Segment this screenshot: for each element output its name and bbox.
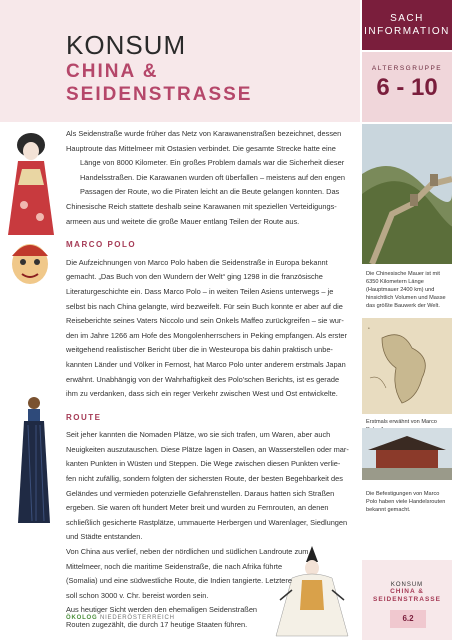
great-wall-photo xyxy=(362,124,452,264)
marco-polo-line: Reiseberichte seines Vaters Niccolo und sein Onkels Maffeo zurückgreifen – sie wur- xyxy=(66,316,344,326)
marco-polo-line: gemacht. „Das Buch von den Wundern der Welt“ ging 1298 in die französische xyxy=(66,272,323,282)
title-line-seidenstrasse: SEIDENSTRASSE xyxy=(66,84,253,105)
age-group-value: 6 - 10 xyxy=(376,74,438,101)
marco-polo-line: Literaturgeschichte ein. Dass Marco Polo – in weiten Teilen Asiens unterwegs – je xyxy=(66,286,334,296)
brand-footer xyxy=(66,615,175,621)
heading-route: ROUTE xyxy=(66,412,102,422)
heading-marco-polo: MARCO POLO xyxy=(66,240,137,250)
route-line: schließlich gesicherte Rastplätze, ummauerte Herbergen und Warenlager, Siedlungen xyxy=(66,517,348,527)
route-line: Neuigkeiten auszutauschen. Diese Plätze lagen in Oasen, an Wasserstellen oder mar- xyxy=(66,444,349,454)
age-group-badge xyxy=(362,52,452,122)
footer-konsum: KONSUM xyxy=(390,582,424,588)
sach-information-badge xyxy=(362,0,452,50)
intro-line: armeen aus und weitete die große Mauer entlang Teilen der Route aus. xyxy=(66,216,300,226)
route-line: (Somalia) und eine südwestliche Route, die Indien tangierte. Letztere xyxy=(66,576,292,586)
marco-polo-line: ihm zu verdanken, dass sich ein reger Verkehr zwischen West und Ost entwickelte. xyxy=(66,389,338,399)
route-line: soll schon 3000 v. Chr. bereist worden sein. xyxy=(66,590,209,600)
information-label: INFORMATION xyxy=(364,26,450,37)
route-line: Geländes und vermieden potenzielle Gefahrenstellen. Daraus hatten sich Straßen xyxy=(66,488,335,498)
marco-polo-line: den im Jahre 1266 am Hofe des Mongolenherrschers in Peking empfangen. Als erster xyxy=(66,330,347,340)
geisha-illustration xyxy=(0,125,62,240)
intro-line: Als Seidenstraße wurde früher das Netz von Karawanenstraßen bezeichnet, dessen xyxy=(66,129,342,138)
marco-polo-line: weitgehend realistischer Bericht über die in Westeuropa bis dahin praktisch unbe- xyxy=(66,345,333,355)
intro-line: Passagen der Route, wo die Piraten leicht an die Beute gelangen konnten. Das xyxy=(80,187,340,197)
intro-line: Länge von 8000 Kilometer. Ein großes Problem damals war die Sicherheit dieser xyxy=(80,158,345,168)
footer-china: CHINA & xyxy=(390,588,424,595)
route-line: fen nicht zufällig, sondern folgten der sichersten Route, der besten Begehbarkeit des xyxy=(66,474,343,484)
japan-map-image xyxy=(362,318,452,414)
oekolog-logo: ÖKOLOG xyxy=(66,615,98,621)
route-line: Aus heutiger Sicht werden den ehemaligen Seidenstraßen xyxy=(66,605,258,615)
brand-region: NIEDERÖSTERREICH xyxy=(99,615,175,621)
route-line: Routen zugezählt, die durch 17 heutige Staaten führen. xyxy=(66,620,248,629)
title-line-china: CHINA & xyxy=(66,61,159,82)
mask-illustration xyxy=(0,230,60,290)
footer-panel xyxy=(362,560,452,640)
intro-line: Chinesische Reich stattete deshalb seine Karawanen mit speziellen Verteidigungs- xyxy=(66,201,337,211)
map-caption: Erstmals erwähnt von Marco xyxy=(366,419,437,425)
intro-paragraph xyxy=(66,127,360,229)
marco-polo-line: Die Aufzeichnungen von Marco Polo haben die Seidenstraße in Europa bekannt xyxy=(66,257,328,267)
article-body xyxy=(66,127,360,633)
age-group-label: ALTERSGRUPPE xyxy=(371,65,443,72)
route-line: ergeben. Sie waren oft hundert Meter breit und wurden zu Fernrouten, an denen xyxy=(66,503,329,513)
marco-polo-line: kannten Länder und Völker in Fernost, hat Marco Polo unter anderem erstmals Japan xyxy=(66,359,346,369)
page-number: 6.2 xyxy=(390,610,426,628)
marco-polo-line: erwähnt. Unabhängig von der Wahrhaftigkeit des Polo'schen Berichts, ist es gerade xyxy=(66,374,340,384)
intro-line: Handelsstraßen. Die Karawanen wurden oft überfallen – meistens auf den engen xyxy=(80,172,345,182)
sach-label: SACH xyxy=(390,13,424,24)
route-paragraph xyxy=(66,428,360,632)
wall-caption: Die Chinesische Mauer ist mit 6350 Kilometern Länge (Hauptmauer 2400 km) und hinsichtlich Volumen und Masse das größte Bauwerk der Welt. xyxy=(366,271,446,309)
route-line: Seit jeher kannten die Nomaden Plätze, wo sie sich trafen, um Waren, aber auch xyxy=(66,430,331,440)
page-title xyxy=(66,30,252,106)
route-line: und Städte entstanden. xyxy=(66,532,143,542)
svg-text:•: • xyxy=(368,327,370,332)
intro-line: Hauptroute das Mittelmeer mit Ostasien verbindet. Die gesamte Strecke hatte eine xyxy=(66,143,336,153)
temple-caption: Die Befestigungen von Marco Polo haben viele Handelsrouten bekannt gemacht. xyxy=(366,491,446,513)
temple-photo xyxy=(362,428,452,480)
marco-polo-line: selbst bis nach China gelangte, wird bezweifelt. Für sein Buch konnte er aber auf die xyxy=(66,301,343,311)
tassel-illustration xyxy=(10,395,60,525)
marco-polo-paragraph xyxy=(66,256,360,402)
title-line-konsum: KONSUM xyxy=(66,30,187,60)
footer-seidenstrasse: SEIDENSTRASSE xyxy=(373,596,441,603)
route-line: Von China aus verlief, neben der nördlichen und südlichen Landroute zum xyxy=(66,547,309,557)
route-line: Mittelmeer, noch die maritime Seidenstraße, die nach Afrika führte xyxy=(66,561,283,571)
route-line: kanten Punkten in Wüsten und Steppen. Die Wege zwischen diesen Punkten verlie- xyxy=(66,459,341,469)
